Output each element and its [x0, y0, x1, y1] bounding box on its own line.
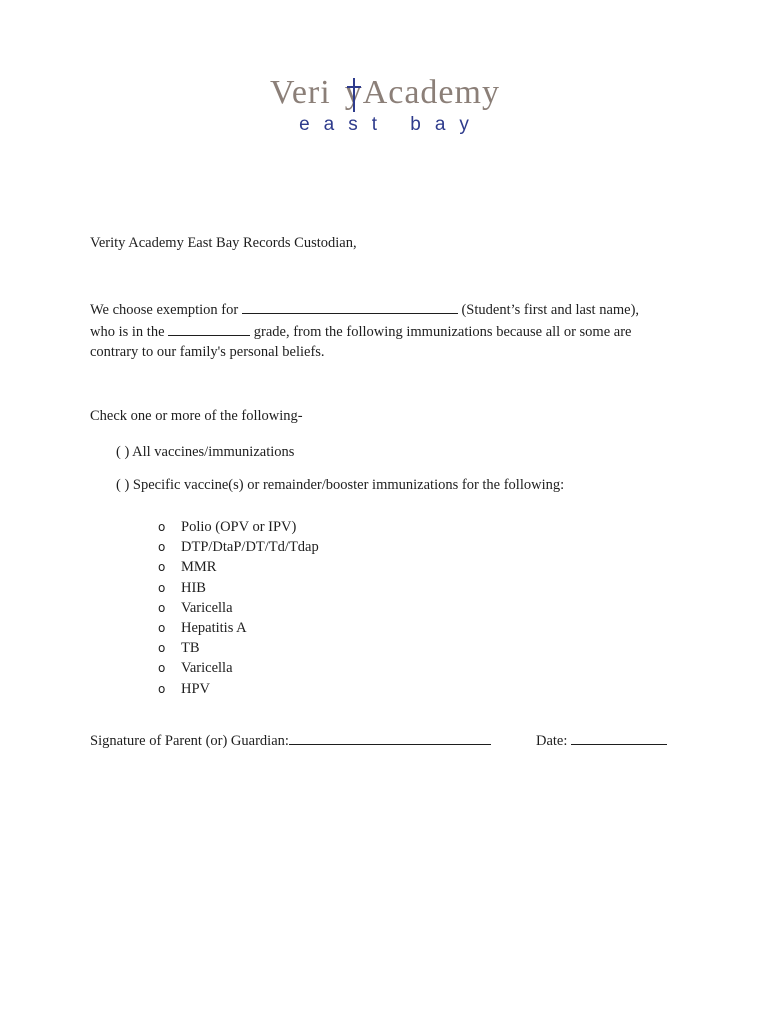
circle-bullet-icon: o	[158, 560, 166, 575]
student-name-blank[interactable]	[242, 299, 458, 314]
date-section	[536, 730, 667, 751]
list-item[interactable]	[158, 598, 319, 618]
list-item[interactable]	[158, 557, 319, 577]
list-item[interactable]	[158, 537, 319, 557]
list-item[interactable]	[158, 578, 319, 598]
vaccine-list	[158, 517, 319, 699]
logo-wordmark	[270, 76, 500, 110]
vaccine-label: Varicella	[181, 599, 233, 616]
vaccine-label: MMR	[181, 559, 217, 576]
list-item[interactable]	[158, 638, 319, 658]
paragraph-text-2: (Student’s first and last name),	[461, 302, 640, 318]
vaccine-label: Polio (OPV or IPV)	[181, 519, 297, 535]
circle-bullet-icon: o	[158, 600, 166, 615]
signature-row	[90, 730, 690, 751]
list-item[interactable]	[158, 517, 319, 537]
verity-academy-logo	[0, 76, 770, 136]
vaccine-label: TB	[181, 640, 200, 657]
vaccine-label: Hepatitis A	[181, 620, 247, 637]
paragraph-text-3: who is in the	[90, 323, 165, 340]
paragraph-text-5: contrary to our family's personal beliefs.	[90, 344, 325, 360]
logo-text-start: Veri	[270, 74, 331, 111]
logo-subtitle: east bay	[299, 114, 483, 135]
list-item[interactable]	[158, 679, 319, 699]
circle-bullet-icon: o	[158, 520, 166, 534]
option-all-vaccines[interactable]: ( ) All vaccines/immunizations	[116, 444, 295, 460]
vaccine-label: DTP/DtaP/DT/Td/Tdap	[181, 539, 319, 556]
vaccine-label: HIB	[181, 579, 206, 596]
paragraph-text-4: grade, from the following immunizations because all or some are	[253, 323, 632, 340]
circle-bullet-icon: o	[158, 641, 166, 656]
vaccine-label: HPV	[181, 680, 211, 697]
signature-blank[interactable]	[289, 730, 491, 745]
grade-blank[interactable]	[168, 321, 250, 336]
logo-text-end: yAcademy	[344, 74, 500, 111]
paragraph-text-1: We choose exemption for	[90, 302, 239, 318]
date-blank[interactable]	[571, 730, 667, 745]
date-label: Date:	[536, 733, 568, 749]
list-item[interactable]	[158, 658, 319, 678]
cross-icon	[346, 78, 362, 112]
option-specific-vaccines[interactable]: ( ) Specific vaccine(s) or remainder/booster immunizations for the following:	[116, 477, 565, 493]
circle-bullet-icon: o	[158, 580, 166, 595]
list-item[interactable]	[158, 618, 319, 638]
signature-label: Signature of Parent (or) Guardian:	[90, 733, 289, 749]
circle-bullet-icon: o	[158, 681, 166, 696]
instruction-text: Check one or more of the following-	[90, 408, 303, 424]
salutation: Verity Academy East Bay Records Custodian,	[90, 235, 357, 251]
vaccine-label: Varicella	[181, 660, 233, 677]
circle-bullet-icon: o	[158, 621, 166, 636]
circle-bullet-icon: o	[158, 661, 166, 676]
circle-bullet-icon: o	[158, 540, 166, 555]
exemption-paragraph	[90, 299, 690, 363]
